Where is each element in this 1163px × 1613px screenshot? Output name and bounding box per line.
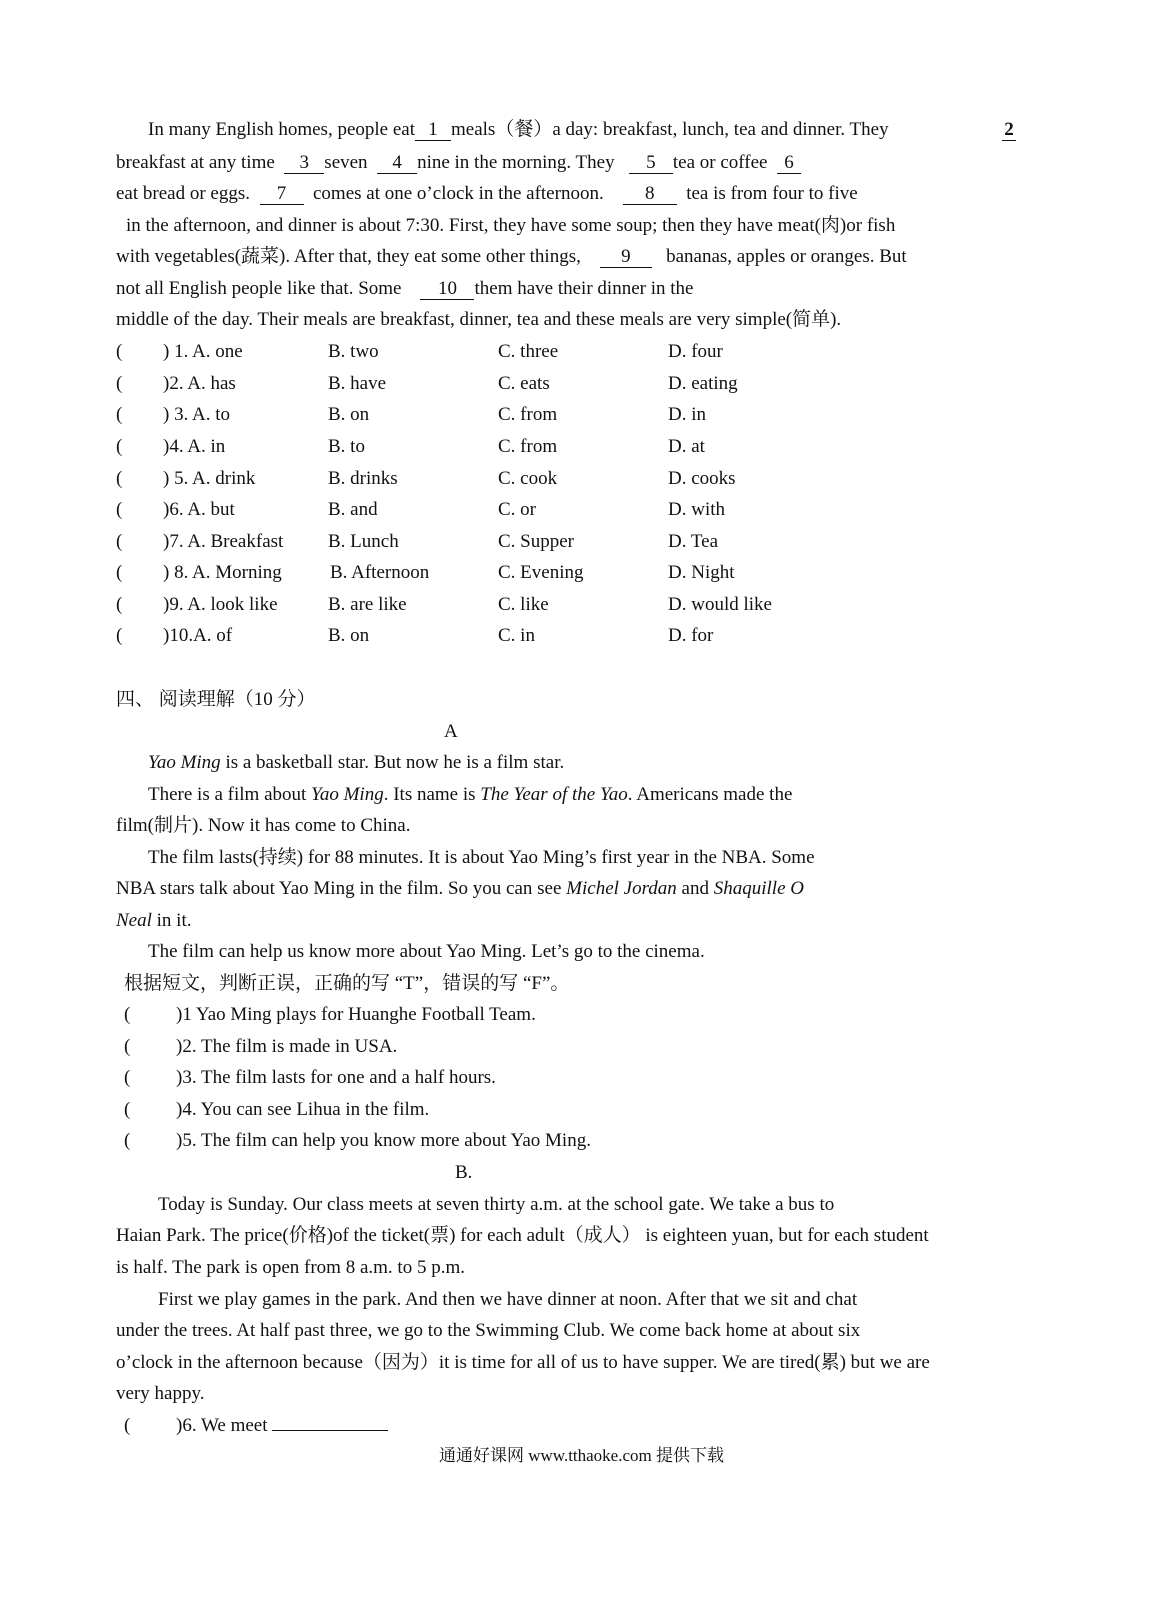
passage-b-line-2: Haian Park. The price(价格)of the ticket(票) for each adult（成人） is eighteen yuan, but for each student [116,1225,929,1246]
q4-option-a: )4. A. in [163,436,226,457]
a-q3-paren[interactable]: ( [124,1067,131,1088]
q1-option-c: C. three [498,341,559,362]
q1-paren[interactable]: ( [116,341,123,362]
q8-option-d: D. Night [668,562,735,583]
q4-option-c: C. from [498,436,558,457]
q9-option-d: D. would like [668,594,772,615]
q6-option-d: D. with [668,499,725,520]
passage-b-label: B. [455,1162,473,1183]
passage-b-line-7: very happy. [116,1383,205,1404]
passage-b-line-1: Today is Sunday. Our class meets at seven thirty a.m. at the school gate. We take a bus to [158,1194,835,1215]
a-q4-text: )4. You can see Lihua in the film. [176,1099,430,1120]
q1-option-d: D. four [668,341,723,362]
b-q6-paren[interactable]: ( [124,1415,131,1436]
q6-paren[interactable]: ( [116,499,123,520]
cloze-line-3: eat bread or eggs. 7 comes at one o’clock in the afternoon. 8 tea is from four to five [116,183,858,204]
q4-option-d: D. at [668,436,705,457]
q2-option-b: B. have [328,373,387,394]
q10-option-b: B. on [328,625,370,646]
q9-paren[interactable]: ( [116,594,123,615]
passage-a-line-3: film(制片). Now it has come to China. [116,815,411,836]
q10-option-c: C. in [498,625,535,646]
q2-option-c: C. eats [498,373,550,394]
blank-2: 2 [1002,118,1016,142]
passage-b-line-5: under the trees. At half past three, we go to the Swimming Club. We come back home at about six [116,1320,861,1341]
q3-option-c: C. from [498,404,558,425]
q7-paren[interactable]: ( [116,531,123,552]
a-q2-text: )2. The film is made in USA. [176,1036,398,1057]
q3-option-b: B. on [328,404,370,425]
q7-option-d: D. Tea [668,531,719,552]
q9-option-c: C. like [498,594,549,615]
blank-1: 1 [415,120,451,141]
a-q1-text: )1 Yao Ming plays for Huanghe Football Team. [176,1004,536,1025]
passage-b-line-3: is half. The park is open from 8 a.m. to 5 p.m. [116,1257,465,1278]
q7-option-c: C. Supper [498,531,574,552]
passage-a-line-6: Neal in it. [116,910,192,931]
q10-paren[interactable]: ( [116,625,123,646]
cloze-line-6: not all English people like that. Some 10 them have their dinner in the [116,278,694,299]
a-q4-paren[interactable]: ( [124,1099,131,1120]
q10-option-d: D. for [668,625,714,646]
q5-option-d: D. cooks [668,468,736,489]
q7-option-a: )7. A. Breakfast [163,531,284,552]
q1-option-a: ) 1. A. one [163,341,243,362]
instruction-tf: 根据短文，判断正误，正确的写 “T”，错误的写 “F”。 [124,973,570,994]
q3-option-a: ) 3. A. to [163,404,231,425]
passage-a-line-5: NBA stars talk about Yao Ming in the film. So you can see Michel Jordan and Shaquille O [116,878,804,899]
q8-option-b: B. Afternoon [330,562,430,583]
q8-option-a: ) 8. A. Morning [163,562,282,583]
passage-a-line-1: Yao Ming is a basketball star. But now he is a film star. [148,752,565,773]
passage-a-line-2: There is a film about Yao Ming. Its name is The Year of the Yao. Americans made the [148,784,793,805]
cloze-line-7: middle of the day. Their meals are breakfast, dinner, tea and these meals are very simple(简单). [116,309,842,330]
q2-paren[interactable]: ( [116,373,123,394]
q9-option-a: )9. A. look like [163,594,278,615]
q6-option-b: B. and [328,499,378,520]
q6-option-a: )6. A. but [163,499,235,520]
passage-b-line-6: o’clock in the afternoon because（因为）it is time for all of us to have supper. We are tired(累) but we are [116,1352,930,1373]
q5-option-c: C. cook [498,468,558,489]
q5-option-b: B. drinks [328,468,398,489]
b-q6-blank[interactable] [272,1430,388,1431]
q2-option-d: D. eating [668,373,738,394]
a-q5-paren[interactable]: ( [124,1130,131,1151]
q8-paren[interactable]: ( [116,562,123,583]
passage-a-line-4: The film lasts(持续) for 88 minutes. It is about Yao Ming’s first year in the NBA. Some [148,847,815,868]
q3-option-d: D. in [668,404,706,425]
q5-option-a: ) 5. A. drink [163,468,256,489]
q10-option-a: )10.A. of [163,625,233,646]
q8-option-c: C. Evening [498,562,584,583]
q3-paren[interactable]: ( [116,404,123,425]
q4-option-b: B. to [328,436,365,457]
cloze-line-1: In many English homes, people eat 1 meals（餐）a day: breakfast, lunch, tea and dinner. They [148,119,889,140]
q4-paren[interactable]: ( [116,436,123,457]
a-q2-paren[interactable]: ( [124,1036,131,1057]
q5-paren[interactable]: ( [116,468,123,489]
a-q3-text: )3. The film lasts for one and a half hours. [176,1067,496,1088]
q6-option-c: C. or [498,499,536,520]
footer-credit: 通通好课网 www.tthaoke.com 提供下载 [438,1446,725,1465]
q9-option-b: B. are like [328,594,407,615]
b-q6-text: )6. We meet [176,1414,388,1438]
q2-option-a: )2. A. has [163,373,236,394]
passage-b-line-4: First we play games in the park. And then we have dinner at noon. After that we sit and chat [158,1289,858,1310]
q1-option-b: B. two [328,341,379,362]
cloze-line-5: with vegetables(蔬菜). After that, they eat some other things, 9 bananas, apples or oranges. But [116,246,907,267]
cloze-line-4: in the afternoon, and dinner is about 7:30. First, they have some soup; then they have meat(肉)or fish [126,215,896,236]
a-q5-text: )5. The film can help you know more about Yao Ming. [176,1130,591,1151]
a-q1-paren[interactable]: ( [124,1004,131,1025]
q7-option-b: B. Lunch [328,531,399,552]
section-heading: 四、 阅读理解（10 分） [116,689,316,710]
passage-a-line-7: The film can help us know more about Yao Ming. Let’s go to the cinema. [148,941,705,962]
cloze-line-2: breakfast at any time 3 seven 4 nine in the morning. They 5 tea or coffee 6 [116,151,801,175]
passage-a-label: A [444,721,458,742]
